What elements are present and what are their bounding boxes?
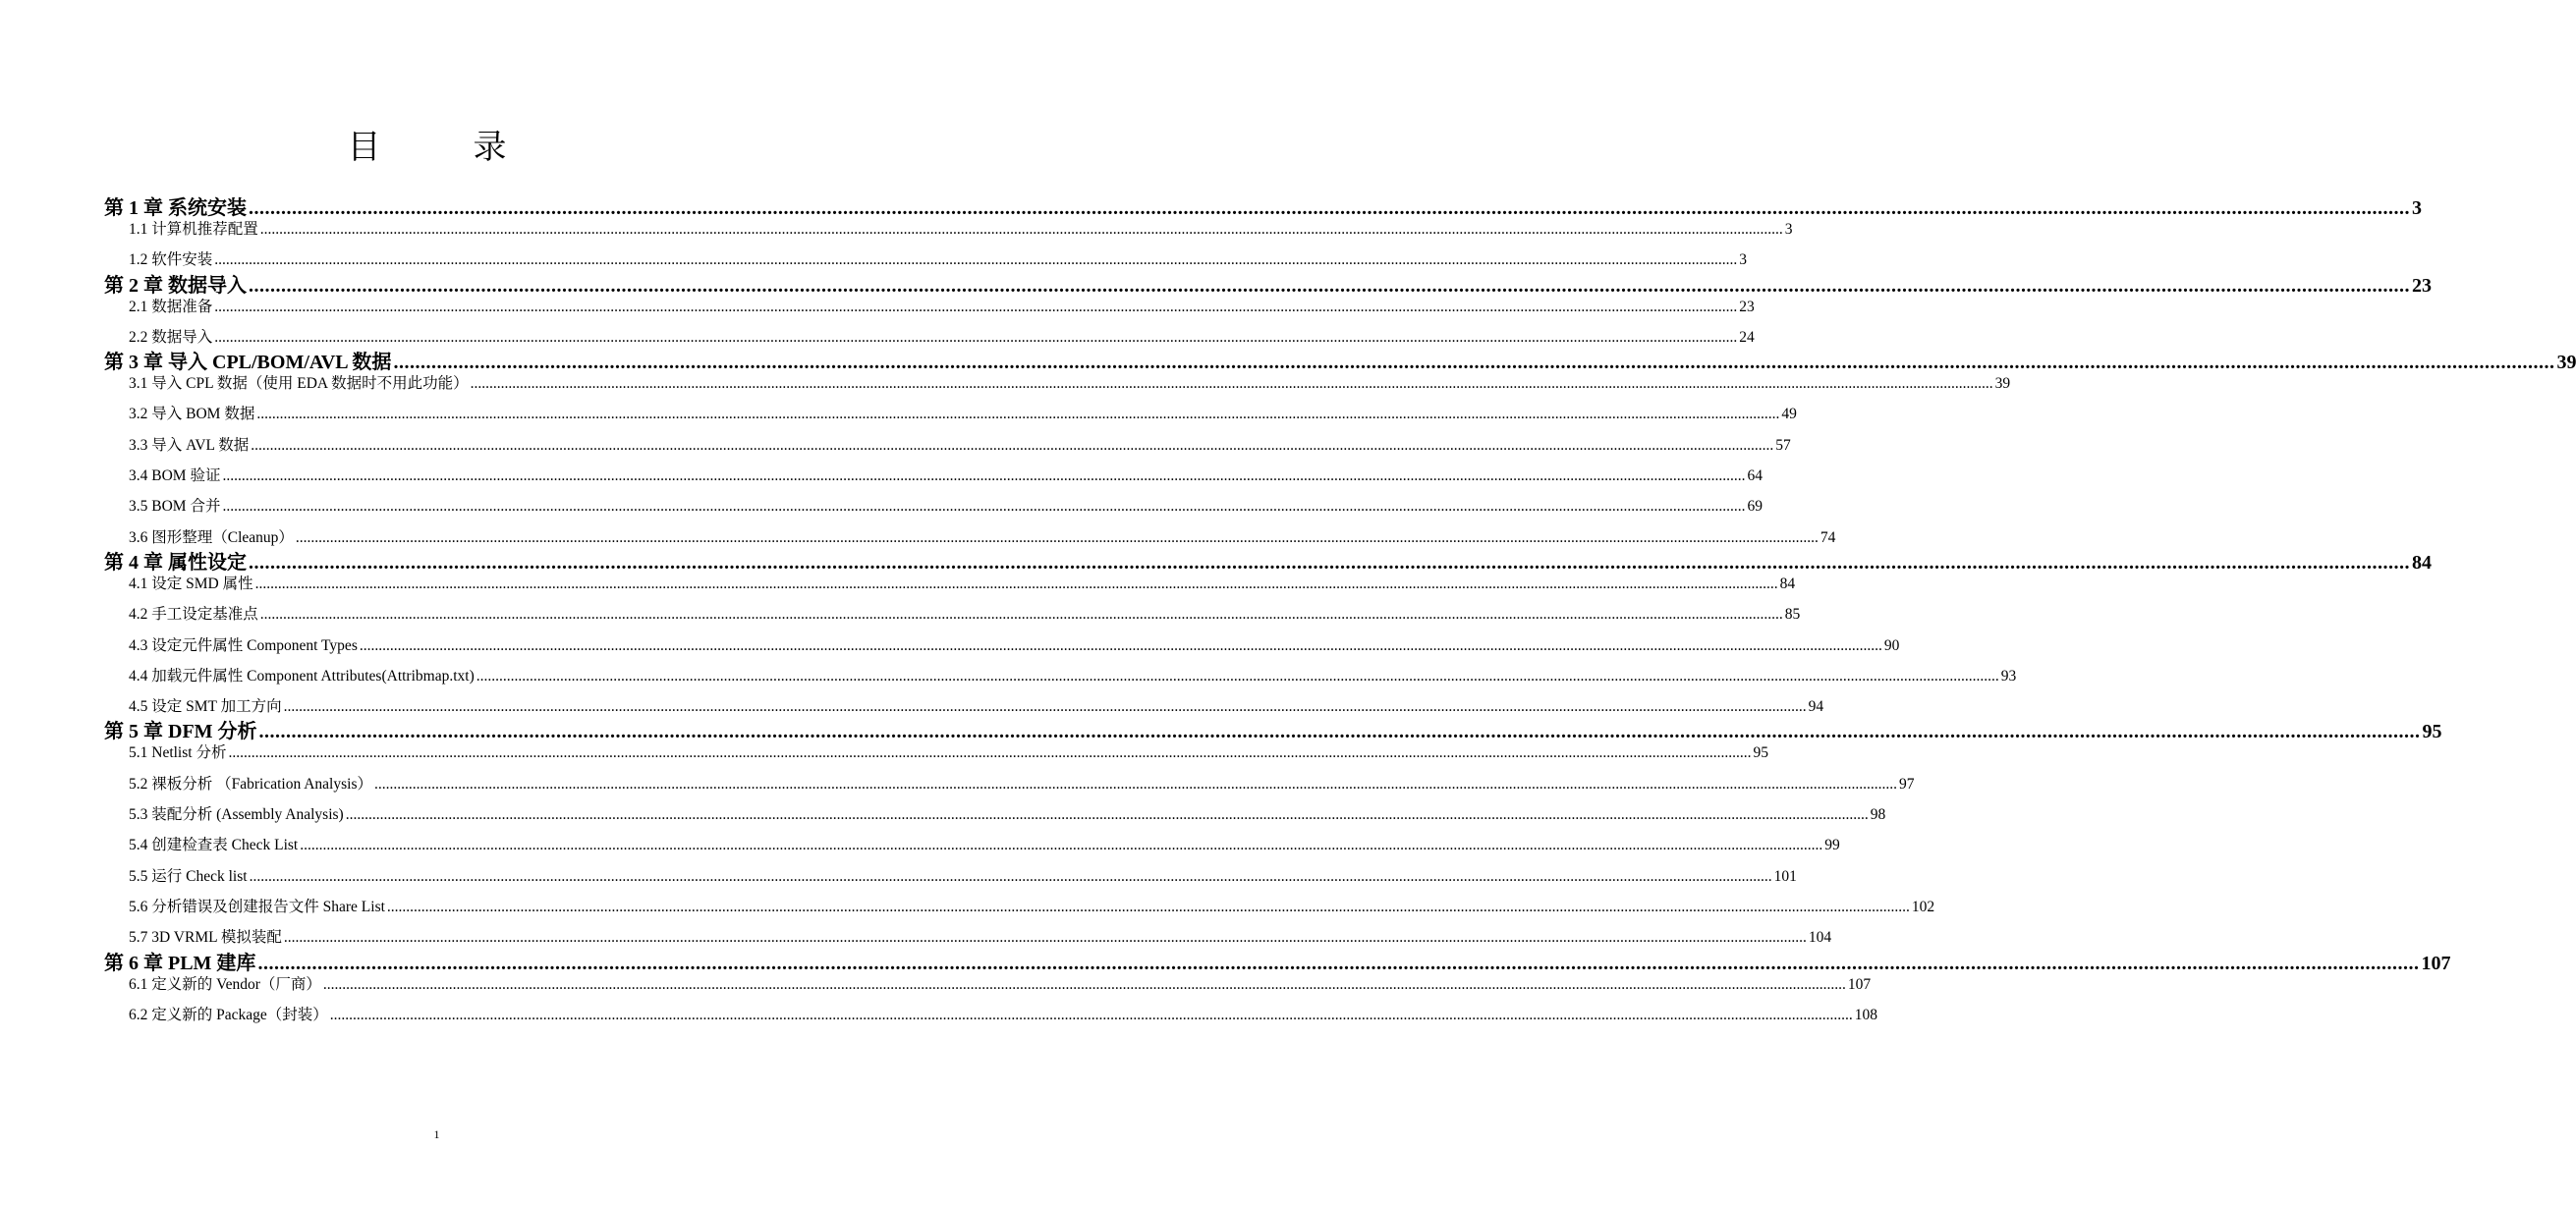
toc-page-number: 99 [1824, 837, 1840, 854]
toc-page-number: 90 [1883, 636, 1900, 654]
toc-entry-label: 5.4 创建检查表 Check List [129, 837, 299, 854]
toc-page-number: 95 [2422, 721, 2442, 743]
toc-page-number: 102 [1911, 898, 1935, 915]
toc-leader-dots: ................................................................................................................................................................................................................................................................................................................................................................................................................ [322, 975, 1846, 993]
toc-section-entry[interactable] [104, 743, 1768, 774]
page-number: 1 [433, 1127, 440, 1141]
toc-leader-dots: ................................................................................................................................................................................................................................................................................................................................................................................................................ [249, 197, 2410, 219]
toc-section-entry[interactable] [104, 805, 1886, 836]
page-title: 目 录 [347, 130, 536, 166]
toc-page-number: 97 [1899, 775, 1915, 793]
toc-chapter-entry[interactable] [104, 952, 2451, 975]
toc-chapter-entry[interactable] [104, 720, 2442, 743]
toc-page-number: 101 [1773, 867, 1797, 885]
toc-page-number: 95 [1753, 744, 1768, 762]
toc-leader-dots: ................................................................................................................................................................................................................................................................................................................................................................................................................ [214, 328, 1738, 346]
toc-page-number: 24 [1739, 328, 1755, 346]
toc-entry-label: 4.5 设定 SMT 加工方向 [129, 698, 282, 716]
toc-leader-dots: ................................................................................................................................................................................................................................................................................................................................................................................................................ [256, 406, 1780, 423]
toc-section-entry[interactable] [104, 775, 1915, 805]
toc-section-entry[interactable] [104, 405, 1797, 435]
toc-entry-label: 1.2 软件安装 [129, 251, 213, 269]
toc-section-entry[interactable] [104, 298, 1755, 328]
toc-entry-label: 5.7 3D VRML 模拟装配 [129, 929, 282, 947]
toc-leader-dots: ................................................................................................................................................................................................................................................................................................................................................................................................................ [222, 498, 1746, 516]
toc-section-entry[interactable] [104, 667, 2017, 697]
toc-leader-dots: ................................................................................................................................................................................................................................................................................................................................................................................................................ [300, 837, 1823, 854]
toc-leader-dots: ................................................................................................................................................................................................................................................................................................................................................................................................................ [359, 636, 1882, 654]
toc-leader-dots: ................................................................................................................................................................................................................................................................................................................................................................................................................ [295, 528, 1819, 546]
toc-leader-dots: ................................................................................................................................................................................................................................................................................................................................................................................................................ [249, 867, 1772, 885]
toc-entry-label: 第 3 章 导入 CPL/BOM/AVL 数据 [104, 352, 392, 374]
toc-page-number: 3 [1739, 251, 1748, 269]
toc-page-number: 84 [1779, 575, 1796, 592]
toc-entry-label: 2.2 数据导入 [129, 328, 213, 346]
toc-leader-dots: ................................................................................................................................................................................................................................................................................................................................................................................................................ [228, 744, 1752, 762]
toc-leader-dots: ................................................................................................................................................................................................................................................................................................................................................................................................................ [476, 667, 1999, 685]
toc-section-entry[interactable] [104, 605, 1801, 635]
toc-entry-label: 6.2 定义新的 Package（封装） [129, 1006, 328, 1023]
toc-page-number: 3 [1784, 221, 1793, 238]
toc-section-entry[interactable] [104, 497, 1763, 527]
toc-section-entry[interactable] [104, 1006, 1878, 1036]
toc-section-entry[interactable] [104, 636, 1900, 667]
toc-leader-dots: ................................................................................................................................................................................................................................................................................................................................................................................................................ [393, 352, 2555, 374]
toc-page-number: 108 [1854, 1006, 1878, 1023]
toc-page-number: 104 [1808, 929, 1832, 947]
toc-leader-dots: ................................................................................................................................................................................................................................................................................................................................................................................................................ [283, 929, 1807, 947]
toc-chapter-entry[interactable] [104, 551, 2432, 575]
toc-leader-dots: ................................................................................................................................................................................................................................................................................................................................................................................................................ [259, 606, 1783, 624]
toc-entry-label: 4.3 设定元件属性 Component Types [129, 636, 358, 654]
toc-entry-label: 第 4 章 属性设定 [104, 551, 247, 574]
toc-page-number: 85 [1784, 606, 1801, 624]
toc-page-number: 107 [2421, 952, 2451, 974]
toc-section-entry[interactable] [104, 836, 1840, 866]
toc-page-number: 64 [1747, 467, 1763, 485]
toc-leader-dots: ................................................................................................................................................................................................................................................................................................................................................................................................................ [249, 551, 2410, 574]
toc-section-entry[interactable] [104, 975, 1872, 1006]
toc-leader-dots: ................................................................................................................................................................................................................................................................................................................................................................................................................ [254, 575, 1778, 592]
toc-section-entry[interactable] [104, 374, 2011, 405]
toc-entry-label: 6.1 定义新的 Vendor（厂商） [129, 975, 321, 993]
toc-entry-label: 3.1 导入 CPL 数据（使用 EDA 数据时不用此功能） [129, 375, 469, 393]
toc-entry-label: 第 6 章 PLM 建库 [104, 952, 256, 974]
toc-entry-label: 第 2 章 数据导入 [104, 274, 247, 297]
toc-page-number: 74 [1820, 528, 1836, 546]
toc-leader-dots: ................................................................................................................................................................................................................................................................................................................................................................................................................ [258, 721, 2421, 743]
toc-entry-label: 3.2 导入 BOM 数据 [129, 406, 255, 423]
toc-page-number: 93 [2000, 667, 2017, 685]
toc-leader-dots: ................................................................................................................................................................................................................................................................................................................................................................................................................ [214, 251, 1738, 269]
toc-section-entry[interactable] [104, 220, 1793, 250]
toc-leader-dots: ................................................................................................................................................................................................................................................................................................................................................................................................................ [386, 898, 1910, 915]
toc-leader-dots: ................................................................................................................................................................................................................................................................................................................................................................................................................ [222, 467, 1746, 485]
toc-entry-label: 2.1 数据准备 [129, 298, 213, 315]
toc-page-number: 94 [1808, 698, 1824, 716]
toc-entry-label: 5.5 运行 Check list [129, 867, 248, 885]
toc-page-number: 3 [2412, 197, 2422, 219]
toc-page-number: 23 [1739, 298, 1755, 315]
toc-leader-dots: ................................................................................................................................................................................................................................................................................................................................................................................................................ [283, 698, 1807, 716]
toc-entry-label: 1.1 计算机推荐配置 [129, 221, 258, 238]
toc-chapter-entry[interactable] [104, 196, 2422, 220]
toc-page-number: 107 [1847, 975, 1872, 993]
toc-page-number: 39 [1994, 375, 2011, 393]
toc-leader-dots: ................................................................................................................................................................................................................................................................................................................................................................................................................ [257, 952, 2420, 974]
toc-page-number: 57 [1775, 436, 1791, 454]
toc-page-number: 98 [1870, 806, 1886, 824]
toc-leader-dots: ................................................................................................................................................................................................................................................................................................................................................................................................................ [249, 274, 2410, 297]
toc-entry-label: 5.3 装配分析 (Assembly Analysis) [129, 806, 344, 824]
toc-section-entry[interactable] [104, 867, 1797, 898]
toc-entry-label: 5.6 分析错误及创建报告文件 Share List [129, 898, 385, 915]
toc-section-entry[interactable] [104, 436, 1791, 466]
toc-section-entry[interactable] [104, 466, 1763, 497]
toc-leader-dots: ................................................................................................................................................................................................................................................................................................................................................................................................................ [329, 1006, 1853, 1023]
table-of-contents [104, 196, 2576, 1036]
toc-entry-label: 3.4 BOM 验证 [129, 467, 221, 485]
toc-leader-dots: ................................................................................................................................................................................................................................................................................................................................................................................................................ [345, 806, 1869, 824]
toc-entry-label: 4.4 加载元件属性 Component Attributes(Attribmap.txt) [129, 667, 475, 685]
toc-leader-dots: ................................................................................................................................................................................................................................................................................................................................................................................................................ [470, 375, 1993, 393]
toc-leader-dots: ................................................................................................................................................................................................................................................................................................................................................................................................................ [259, 221, 1783, 238]
toc-entry-label: 3.3 导入 AVL 数据 [129, 436, 250, 454]
toc-section-entry[interactable] [104, 898, 1935, 928]
toc-entry-label: 4.1 设定 SMD 属性 [129, 575, 253, 592]
toc-entry-label: 3.5 BOM 合并 [129, 498, 221, 516]
toc-page-number: 49 [1781, 406, 1797, 423]
toc-section-entry[interactable] [104, 575, 1796, 605]
toc-leader-dots: ................................................................................................................................................................................................................................................................................................................................................................................................................ [374, 775, 1897, 793]
toc-chapter-entry[interactable] [104, 274, 2432, 298]
toc-entry-label: 3.6 图形整理（Cleanup） [129, 528, 294, 546]
toc-entry-label: 5.1 Netlist 分析 [129, 744, 227, 762]
toc-page-number: 69 [1747, 498, 1763, 516]
toc-page-number: 23 [2412, 274, 2432, 297]
toc-page-number: 84 [2412, 551, 2432, 574]
toc-entry-label: 第 5 章 DFM 分析 [104, 721, 257, 743]
toc-entry-label: 5.2 裸板分析 （Fabrication Analysis） [129, 775, 372, 793]
toc-leader-dots: ................................................................................................................................................................................................................................................................................................................................................................................................................ [214, 298, 1738, 315]
toc-leader-dots: ................................................................................................................................................................................................................................................................................................................................................................................................................ [251, 436, 1774, 454]
toc-entry-label: 4.2 手工设定基准点 [129, 606, 258, 624]
toc-page-number: 39 [2556, 352, 2576, 374]
toc-entry-label: 第 1 章 系统安装 [104, 197, 247, 219]
toc-chapter-entry[interactable] [104, 351, 2576, 374]
